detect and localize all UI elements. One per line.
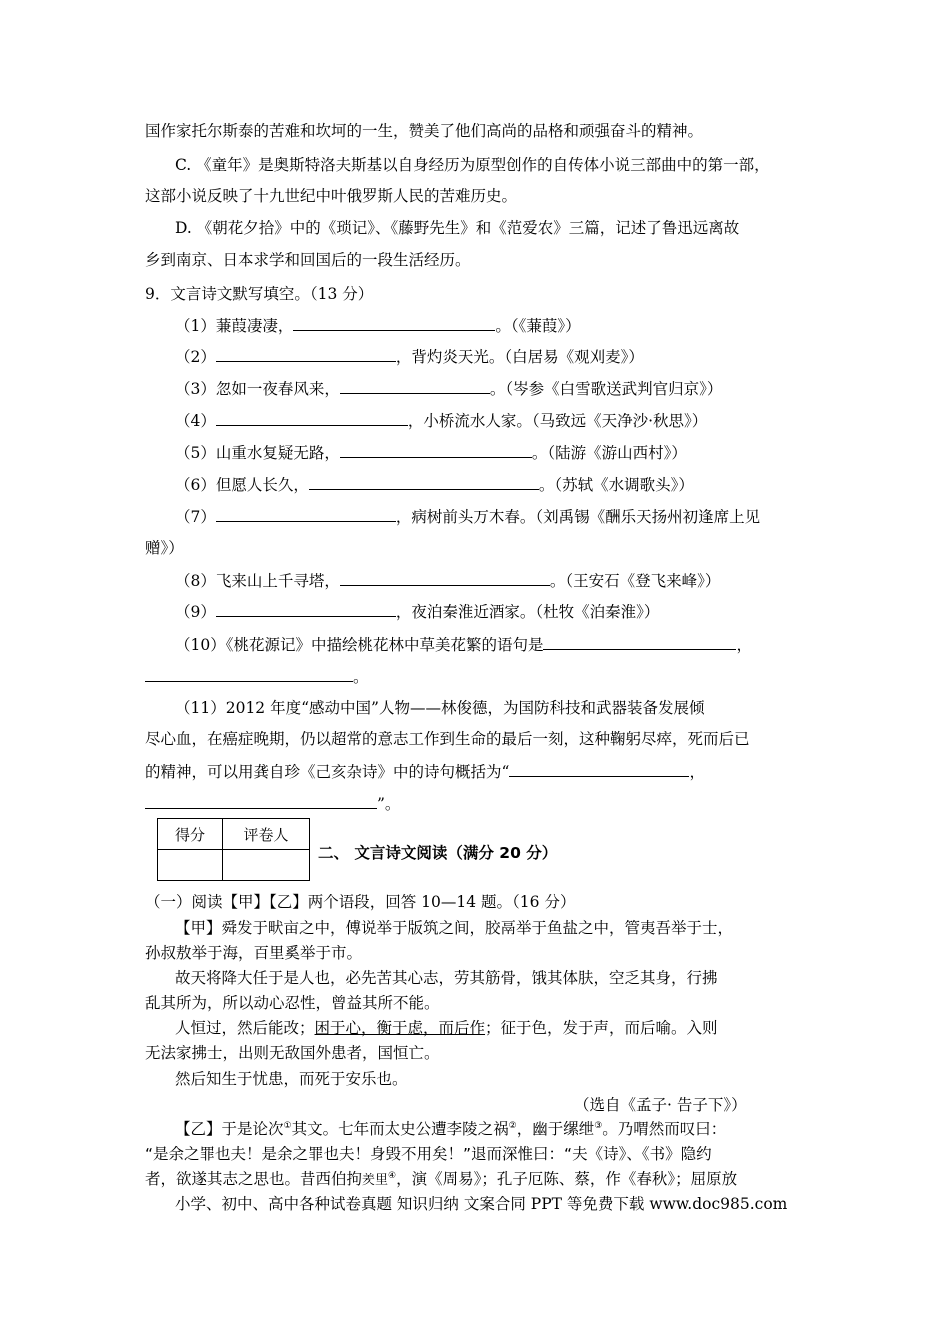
q9-item-2 bbox=[175, 345, 644, 368]
passage-text: 者，欲遂其志之思也。昔西伯拘 bbox=[145, 1170, 363, 1188]
footnote-mark: ③ bbox=[594, 1120, 603, 1131]
q9-item-11-line4 bbox=[145, 792, 400, 815]
item-text: （10）《桃花源记》中描绘桃花林中草美花繁的语句是 bbox=[175, 636, 544, 654]
answer-blank[interactable] bbox=[216, 345, 396, 362]
q9-item-10 bbox=[175, 633, 752, 656]
item-text: ，病树前头万木春。（刘禹锡《酬乐天扬州初逢席上见 bbox=[395, 508, 761, 526]
item-text: （7） bbox=[175, 508, 216, 526]
passage-yi-line1 bbox=[175, 1118, 726, 1140]
item-text: 。 bbox=[353, 668, 369, 686]
item-text: （1）蒹葭凄凄， bbox=[175, 317, 294, 335]
item-text: （2） bbox=[175, 348, 216, 366]
passage-source: （选自《孟子· 告子下》） bbox=[574, 1096, 747, 1114]
q9-item-4 bbox=[175, 409, 707, 432]
answer-blank[interactable] bbox=[543, 633, 736, 650]
score-cell[interactable] bbox=[158, 850, 223, 881]
underlined-phrase: 困于心，衡于虑，而后作 bbox=[314, 1019, 486, 1037]
q9-item-11-line3 bbox=[145, 760, 705, 783]
section-2-title: 二、 文言诗文阅读（满分 20 分） bbox=[318, 844, 558, 862]
question-9-title: 9．文言诗文默写填空。（13 分） bbox=[145, 285, 374, 303]
item-text: （5）山重水复疑无路， bbox=[175, 444, 340, 462]
item-text: ，背灼炎天光。（白居易《观刈麦》） bbox=[395, 348, 644, 366]
page-footer: 小学、初中、高中各种试卷真题 知识归纳 文案合同 PPT 等免费下载 www.doc985.com bbox=[175, 1195, 788, 1213]
passage-jia-line5 bbox=[175, 1017, 718, 1039]
item-text: （8）飞来山上千寻塔， bbox=[175, 572, 340, 590]
passage-text: ，幽于缧绁 bbox=[516, 1120, 595, 1138]
passage-yi-line3 bbox=[145, 1168, 737, 1192]
q9-item-3 bbox=[175, 377, 722, 400]
passage-jia-line2: 孙叔敖举于海，百里奚举于市。 bbox=[145, 944, 363, 962]
passage-jia-line6: 无法家拂士，出则无敌国外患者，国恒亡。 bbox=[145, 1044, 440, 1062]
passage-text: 其文。七年而太史公遭李陵之祸 bbox=[291, 1120, 509, 1138]
passage-jia-line4: 乱其所为，所以动心忍性，曾益其所不能。 bbox=[145, 994, 440, 1012]
passage-text: ；征于色，发于声，而后喻。入则 bbox=[485, 1019, 718, 1037]
item-text: （6）但愿人长久， bbox=[175, 476, 309, 494]
footnote-mark: ② bbox=[508, 1120, 517, 1131]
q9-item-5 bbox=[175, 441, 687, 464]
passage-text: 。乃喟然而叹曰： bbox=[602, 1120, 727, 1138]
option-c-line2: 这部小说反映了十九世纪中叶俄罗斯人民的苦难历史。 bbox=[145, 187, 518, 205]
answer-blank[interactable] bbox=[340, 441, 532, 458]
answer-blank[interactable] bbox=[145, 665, 353, 682]
score-table bbox=[157, 818, 310, 881]
text-line: 国作家托尔斯泰的苦难和坎坷的一生，赞美了他们高尚的品格和顽强奋斗的精神。 bbox=[145, 122, 704, 140]
option-d-line1: D. 《朝花夕拾》中的《琐记》、《藤野先生》和《范爱农》三篇，记述了鲁迅远离故 bbox=[175, 219, 740, 237]
q9-item-7 bbox=[175, 505, 760, 528]
answer-blank[interactable] bbox=[145, 792, 377, 809]
answer-blank[interactable] bbox=[340, 569, 550, 586]
item-text: 。（陆游《游山西村》） bbox=[531, 444, 687, 462]
item-text: 。（苏轼《水调歌头》） bbox=[538, 476, 694, 494]
item-text: 。（《蒹葭》） bbox=[495, 317, 581, 335]
reading-intro: （一）阅读【甲】【乙】两个语段，回答 10—14 题。（16 分） bbox=[145, 893, 576, 911]
passage-jia-line1: 【甲】舜发于畎亩之中，傅说举于版筑之间，胶鬲举于鱼盐之中，管夷吾举于士， bbox=[175, 919, 734, 937]
q9-item-7-cont: 赠》） bbox=[145, 539, 184, 557]
item-text: ”。 bbox=[377, 795, 401, 813]
passage-text: ，演《周易》；孔子厄陈、蔡，作《春秋》；屈原放 bbox=[396, 1170, 738, 1188]
item-text: （3）忽如一夜春风来， bbox=[175, 380, 340, 398]
passage-jia-line7: 然后知生于忧患，而死于安乐也。 bbox=[175, 1070, 408, 1088]
passage-yi-line2: “是余之罪也夫！是余之罪也夫！身毁不用矣！”退而深惟曰：“夫《诗》、《书》隐约 bbox=[145, 1145, 712, 1163]
passage-jia-line3: 故天将降大任于是人也，必先苦其心志，劳其筋骨，饿其体肤，空乏其身，行拂 bbox=[175, 969, 718, 987]
q9-item-1 bbox=[175, 314, 581, 337]
passage-text: 人恒过，然后能改； bbox=[175, 1019, 315, 1037]
q9-item-6 bbox=[175, 473, 694, 496]
score-header: 得分 bbox=[158, 819, 223, 850]
grader-header: 评卷人 bbox=[223, 819, 310, 850]
passage-text: 羑里 bbox=[362, 1173, 389, 1188]
answer-blank[interactable] bbox=[509, 760, 689, 777]
answer-blank[interactable] bbox=[340, 377, 490, 394]
footnote-mark: ① bbox=[283, 1120, 292, 1131]
q9-item-10-cont bbox=[145, 665, 369, 688]
grader-cell[interactable] bbox=[223, 850, 310, 881]
answer-blank[interactable] bbox=[293, 314, 495, 331]
q9-item-11-line2: 尽心血，在癌症晚期，仍以超常的意志工作到生命的最后一刻，这种鞠躬尽瘁，死而后已 bbox=[145, 730, 750, 748]
passage-text: 【乙】于是论次 bbox=[175, 1120, 284, 1138]
option-c-line1: C. 《童年》是奥斯特洛夫斯基以自身经历为原型创作的自传体小说三部曲中的第一部， bbox=[175, 156, 770, 174]
answer-blank[interactable] bbox=[309, 473, 539, 490]
item-text: （4） bbox=[175, 412, 216, 430]
q9-item-11-line1: （11）2012 年度“感动中国”人物——林俊德，为国防科技和武器装备发展倾 bbox=[175, 699, 705, 717]
item-text: ， bbox=[736, 636, 752, 654]
answer-blank[interactable] bbox=[216, 505, 396, 522]
item-text: ， bbox=[689, 763, 705, 781]
item-text: ，夜泊秦淮近酒家。（杜牧《泊秦淮》） bbox=[395, 603, 660, 621]
footnote-mark: ④ bbox=[388, 1170, 397, 1181]
item-text: 的精神，可以用龚自珍《己亥杂诗》中的诗句概括为“ bbox=[145, 763, 510, 781]
answer-blank[interactable] bbox=[216, 409, 408, 426]
q9-item-9 bbox=[175, 600, 659, 623]
item-text: ，小桥流水人家。（马致远《天净沙·秋思》） bbox=[407, 412, 708, 430]
item-text: （9） bbox=[175, 603, 216, 621]
answer-blank[interactable] bbox=[216, 600, 396, 617]
item-text: 。（岑参《白雪歌送武判官归京》） bbox=[489, 380, 723, 398]
item-text: 。（王安石《登飞来峰》） bbox=[549, 572, 721, 590]
option-d-line2: 乡到南京、日本求学和回国后的一段生活经历。 bbox=[145, 251, 471, 269]
q9-item-8 bbox=[175, 569, 720, 592]
